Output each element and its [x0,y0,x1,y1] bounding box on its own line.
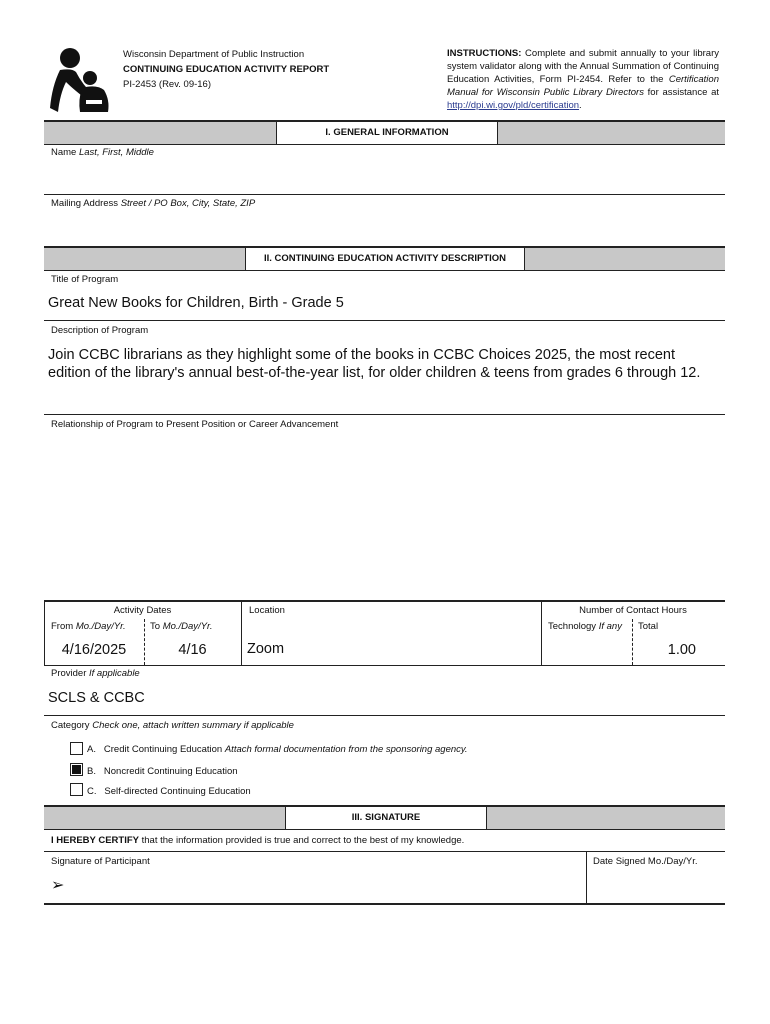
agency-name: Wisconsin Department of Public Instruction [123,49,305,60]
relationship-field[interactable] [48,436,718,586]
divider [44,600,725,602]
certify-text: that the information provided is true and correct to the best of my knowledge. [138,835,465,846]
signature-field[interactable] [70,870,580,900]
name-label [51,147,154,158]
divider [44,414,725,415]
instructions-text-2: for assistance at [643,87,719,98]
form-number: PI-2453 (Rev. 09-16) [123,79,212,90]
mailing-address-hint: Street / PO Box, City, State, ZIP [120,198,256,209]
divider [44,665,725,666]
mailing-address-label [51,198,255,209]
location-field[interactable]: Zoom [247,641,285,657]
certification-manual-title: Certification Manual for Wisconsin Public Library Directors [447,74,719,98]
category-c-label [87,786,251,797]
divider [632,619,633,665]
instructions-label: INSTRUCTIONS: [447,48,522,59]
category-b-checkbox[interactable] [70,763,83,776]
category-a-label [87,744,468,755]
category-text: Self-directed Continuing Education [104,786,251,797]
divider [241,600,242,666]
name-hint: Last, First, Middle [78,147,154,158]
section-title: II. CONTINUING EDUCATION ACTIVITY DESCRIPTION [245,248,525,270]
section-signature-header [44,805,725,830]
total-hours-field[interactable]: 1.00 [667,642,696,658]
category-hint-text: Attach formal documentation from the sponsoring agency. [224,744,468,755]
category-text: Noncredit Continuing Education [103,766,238,777]
to-date-label [150,621,212,632]
contact-hours-label: Number of Contact Hours [579,605,687,616]
category-letter: B. [87,766,96,777]
signature-arrow-icon: ➢ [51,877,65,894]
category-b-label [87,766,238,777]
technology-hint: If any [598,621,622,632]
section-title: I. GENERAL INFORMATION [276,122,498,144]
from-hint: Mo./Day/Yr. [75,621,126,632]
description-field[interactable]: Join CCBC librarians as they highlight some of the books in CCBC Choices 2025, the most recent edition of the library's annual best-of-the-year list, for older children & teens from grades 6 through 12. [48,347,701,381]
from-date-label [51,621,126,632]
mailing-address-label-text: Mailing Address [51,198,119,209]
provider-hint: If applicable [89,668,140,679]
category-letter: C. [87,786,97,797]
mailing-address-field[interactable] [48,214,718,238]
from-label: From [51,621,74,632]
to-label: To [150,621,161,632]
relationship-label: Relationship of Program to Present Position or Career Advancement [51,419,339,430]
total-label: Total [638,621,659,632]
name-label-text: Name [51,147,77,158]
program-title-label: Title of Program [51,274,119,285]
divider [44,715,725,716]
provider-label [51,668,140,679]
certification-link[interactable]: http://dpi.wi.gov/pld/certification [447,100,580,111]
category-label-text: Category [51,720,90,731]
location-label: Location [249,605,285,616]
category-c-checkbox[interactable] [70,783,83,796]
instructions-text: Complete and submit annually to your library system validator along with the Annual Summation of Continuing Education Activities, Form PI-2454. Refer to the [447,48,719,85]
divider [586,851,587,903]
divider [44,320,725,321]
certify-bold: I HEREBY CERTIFY [51,835,139,846]
signature-label: Signature of Participant [51,856,150,867]
category-label [51,720,294,731]
dpi-logo [46,46,112,116]
divider [44,851,725,852]
name-field[interactable] [48,166,718,190]
category-text: Credit Continuing Education [103,744,223,755]
category-letter: A. [87,744,96,755]
category-hint: Check one, attach written summary if applicable [92,720,294,731]
from-date-field[interactable]: 4/16/2025 [61,642,127,658]
date-signed-label: Date Signed Mo./Day/Yr. [593,856,698,867]
section-general-information-header [44,120,725,145]
to-hint: Mo./Day/Yr. [162,621,213,632]
to-date-field[interactable]: 4/16 [178,642,207,658]
section-activity-description-header [44,246,725,271]
category-a-checkbox[interactable] [70,742,83,755]
provider-field[interactable]: SCLS & CCBC [48,690,145,706]
technology-label [548,621,622,632]
activity-dates-label: Activity Dates [113,605,172,616]
program-title-field[interactable]: Great New Books for Children, Birth - Grade 5 [48,295,344,311]
provider-label-text: Provider [51,668,87,679]
section-title: III. SIGNATURE [285,807,487,829]
form-title: CONTINUING EDUCATION ACTIVITY REPORT [123,64,330,75]
instructions-end: . [579,100,582,111]
description-label: Description of Program [51,325,149,336]
certify-statement [51,835,464,846]
instructions [447,47,719,112]
technology-label-text: Technology [548,621,597,632]
divider [44,903,725,905]
divider [44,194,725,195]
